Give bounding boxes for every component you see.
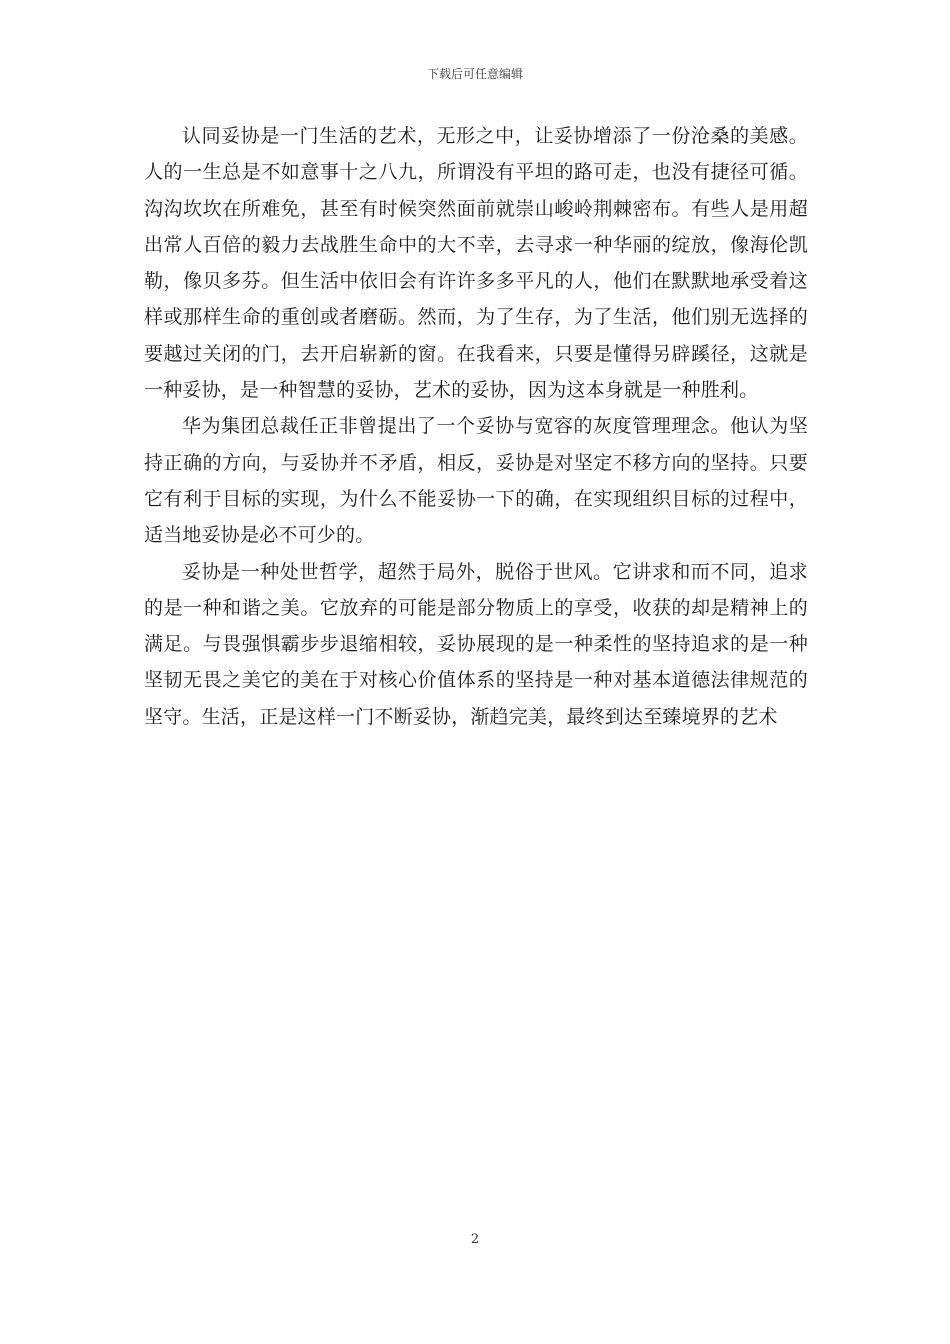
page-number: 2 [470, 1232, 480, 1247]
paragraph-3: 妥协是一种处世哲学，超然于局外，脱俗于世风。它讲求和而不同，追求的是一种和谐之美。它放弃的可能是部分物质上的享受，收获的却是精神上的满足。与畏强惧霸步步退缩相较，妥协展现的是一种柔性的坚持追求的是一种坚韧无畏之美它的美在于对核心价值体系的坚持是一种对基本道德法律规范的坚守。生活，正是这样一门不断妥协，渐趋完美，最终到达至臻境界的艺术 [144, 560, 808, 728]
page-header: 下载后可任意编辑 [426, 67, 523, 81]
document-body [144, 118, 808, 735]
paragraph-1: 认同妥协是一门生活的艺术，无形之中，让妥协增添了一份沧桑的美感。人的一生总是不如意事十之八九，所谓没有平坦的路可走，也没有捷径可循。沟沟坎坎在所难免，甚至有时候突然面前就崇山峻岭荆棘密布。有些人是用超出常人百倍的毅力去战胜生命中的大不幸，去寻求一种华丽的绽放，像海伦凯勒，像贝多芬。但生活中依旧会有许许多多平凡的人，他们在默默地承受着这样或那样生命的重创或者磨砺。然而，为了生存，为了生活，他们别无选择的要越过关闭的门，去开启崭新的窗。在我看来，只要是懂得另辟蹊径，这就是一种妥协，是一种智慧的妥协，艺术的妥协，因为这本身就是一种胜利。 [144, 125, 808, 402]
paragraph-2: 华为集团总裁任正非曾提出了一个妥协与宽容的灰度管理理念。他认为坚持正确的方向，与妥协并不矛盾，相反，妥协是对坚定不移方向的坚持。只要它有利于目标的实现，为什么不能妥协一下的确，在实现组织目标的过程中，适当地妥协是必不可少的。 [144, 415, 808, 547]
